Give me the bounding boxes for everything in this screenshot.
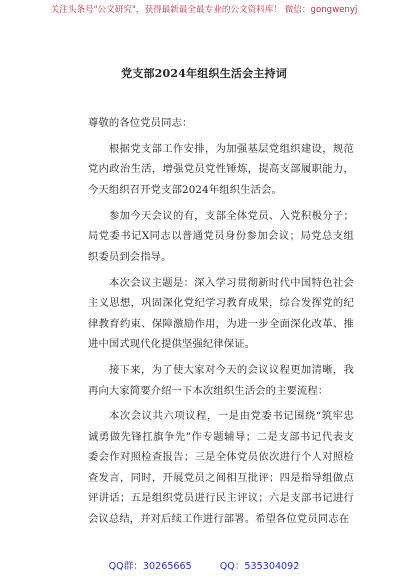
footer-contact-line <box>0 560 408 574</box>
salutation: 尊敬的各位党员同志： <box>88 117 193 129</box>
paragraph-attendees: 参加今天会议的有，支部全体党员、入党积极分子；局党委书记X同志以普通党员身份参加会议；局党总支组织委员到会指导。 <box>88 209 354 263</box>
header-promo-line: 关注头条号"公文研究"，获得最新最全最专业的公文资料库！ 微信：gongwenyj <box>50 5 358 15</box>
paragraph-purpose: 根据党支部工作安排，为加强基层党组织建设，规范党内政治生活，增强党员党性锤炼，提高支部履职能力，今天组织召开党支部2024年组织生活会。 <box>88 142 354 196</box>
paragraph-transition: 接下来，为了使大家对今天的会议议程更加清晰，我再向大家简要介绍一下本次组织生活会的主要流程： <box>88 364 354 397</box>
footer-qq-group: QQ群：30265665 <box>108 561 192 572</box>
footer-qq-number: QQ：535304092 <box>219 561 300 572</box>
document-body <box>88 113 354 535</box>
document-title: 党支部2024年组织生活会主持词 <box>121 67 287 80</box>
paragraph-theme: 本次会议主题是：深入学习贯彻新时代中国特色社会主义思想，巩固深化党纪学习教育成果，综合发挥党的纪律教育约束、保障激励作用，为进一步全面深化改革、推进中国式现代化提供坚强纪律保证。 <box>88 276 354 351</box>
paragraph-agenda: 本次会议共六项议程，一是由党委书记围绕“筑牢忠诚勇做先锋扛旗争先”作专题辅导；二是支部书记代表支委会作对照检查报告；三是全体党员依次进行个人对照检查发言，同时，开展党员之间相互批评；四是指导组做点评讲话；五是组织党员进行民主评议；六是支部书记进行会议总结，并对后续工作进行部署。希望各位党员同志在 <box>88 410 354 525</box>
